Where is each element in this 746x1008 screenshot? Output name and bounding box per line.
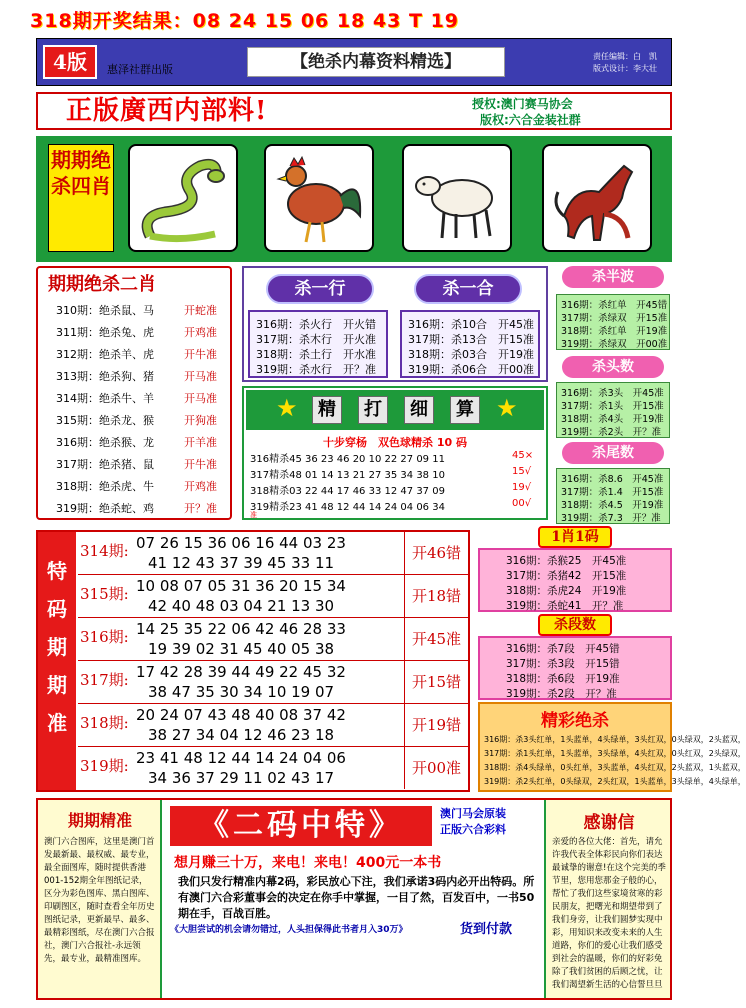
numbers: 14 25 35 22 06 42 46 28 33	[136, 620, 346, 638]
kill-sum-label: 杀一合	[414, 274, 522, 304]
one-code-panel	[478, 526, 672, 700]
list-item: 317期：绝杀猪、鼠 开牛准	[56, 458, 217, 471]
publisher: 惠泽社群出版	[107, 63, 173, 76]
four-zodiac-panel	[36, 136, 672, 262]
list-item: 318期：杀4.5 开19准	[561, 500, 664, 511]
top-bar	[36, 38, 672, 86]
editor: 责任编辑：白 凯	[593, 52, 657, 61]
numbers: 34 36 37 29 11 02 43 17	[148, 769, 335, 787]
segment-label: 杀段数	[538, 614, 612, 636]
cash-on-delivery: 货到付款	[460, 922, 513, 937]
four-zodiac-title: 期期绝杀四肖	[48, 144, 114, 252]
footnote: 《大胆尝试的机会请勿错过，人头担保得此书者月入30万》	[170, 925, 408, 935]
list-item: 318期：杀03合 开19准	[408, 348, 534, 361]
kill-sum-box	[400, 310, 540, 378]
period: 316期:	[80, 628, 129, 646]
tagline-1: 澳门马会原装	[440, 807, 506, 820]
result: 开15错	[404, 661, 468, 703]
list-item: 316期：杀3头 开45准	[561, 388, 664, 399]
period: 319期:	[80, 757, 129, 775]
numbers: 10 08 07 05 31 36 20 15 34	[136, 577, 346, 595]
list-item: 317期：杀3段 开15错	[506, 658, 620, 670]
result: 开45准	[404, 618, 468, 660]
thanks-letter-column	[544, 800, 670, 998]
promise-text: 我们只发行精准内幕2码，彩民放心下注，我们承诺3码内必开出特码。所有澳门六合彩董事会的决定在你手中掌握，一目了然，百发百中，一书50期在手，百战百胜。	[178, 875, 535, 920]
period: 318期:	[80, 714, 129, 732]
fine-note: 准	[250, 511, 257, 519]
list-item: 318期：杀虎24 开19准	[506, 585, 627, 597]
snake-icon	[128, 144, 238, 252]
list-item: 316期：杀10合 开45准	[408, 318, 534, 331]
special-code-title: 特码期期准	[38, 532, 76, 790]
fine-char: 算	[450, 396, 480, 424]
special-code-panel	[36, 530, 470, 792]
list-item: 316期：杀3头红单，1头蓝单，4头绿单，3头红双，0头绿双，2头蓝双，	[484, 735, 746, 744]
list-item: 312期：绝杀羊、虎 开牛准	[56, 348, 217, 361]
horse-icon	[542, 144, 652, 252]
numbers: 38 47 35 30 34 10 19 07	[148, 683, 335, 701]
result: 开19错	[404, 704, 468, 746]
list-item: 317精杀48 01 14 13 21 27 35 34 38 10 15√	[250, 466, 532, 481]
slogan: 想月赚三十万，来电！来电！400元一本书	[174, 855, 442, 871]
list-item: 316期：杀猴25 开45准	[506, 555, 627, 567]
edition-badge: 4版	[43, 45, 97, 79]
list-item: 311期：绝杀兔、虎 开鸡准	[56, 326, 217, 339]
table-row	[78, 704, 468, 747]
tail-num-label: 杀尾数	[562, 442, 664, 464]
list-item: 318期：杀土行 开水准	[256, 348, 376, 361]
table-row	[78, 747, 468, 790]
designer: 版式设计：李大壮	[593, 64, 657, 73]
period: 314期:	[80, 542, 129, 560]
wonderful-kill-panel	[478, 702, 746, 792]
two-zodiac-panel	[36, 266, 232, 520]
star-icon: ★	[496, 394, 518, 422]
list-item: 317期：杀13合 开15准	[408, 333, 534, 346]
fine-char: 打	[358, 396, 388, 424]
result: 开00准	[404, 747, 468, 789]
table-row	[78, 532, 468, 575]
bottom-ad-panel	[36, 798, 672, 1000]
list-item: 319期：杀蛇41 开？准	[506, 600, 624, 612]
list-item: 319精杀23 41 48 12 44 14 24 04 06 34 00√	[250, 498, 532, 513]
list-item: 319期：杀06合 开00准	[408, 363, 534, 376]
list-item: 319期：杀2头红单，0头绿双，2头红双，1头蓝单，3头绿单，4头绿单，	[484, 777, 746, 786]
tagline-2: 正版六合彩料	[440, 823, 506, 836]
numbers: 19 39 02 31 45 40 05 38	[148, 640, 335, 658]
list-item: 316期：杀8.6 开45准	[561, 474, 664, 485]
numbers: 38 27 34 04 12 46 23 18	[148, 726, 335, 744]
sheep-icon	[402, 144, 512, 252]
list-item: 316期：绝杀猴、龙 开羊准	[56, 436, 217, 449]
list-item: 317期：杀绿双 开15准	[561, 313, 668, 324]
fine-subtitle: 十步穿杨 双色球精杀 10 码	[323, 436, 467, 449]
one-code-box	[478, 548, 672, 612]
numbers: 07 26 15 36 06 16 44 03 23	[136, 534, 346, 552]
list-item: 316精杀45 36 23 46 20 10 22 27 09 11 45×	[250, 450, 534, 465]
list-item: 313期：绝杀狗、猪 开马准	[56, 370, 217, 383]
head-num-label: 杀头数	[562, 356, 664, 378]
list-item: 317期：杀1头红单，1头蓝单，3头绿单，4头红双，0头红双，2头绿双，	[484, 749, 746, 758]
table-row	[78, 661, 468, 704]
fine-calc-panel	[242, 386, 548, 520]
list-item: 319期：杀7.3 开？准	[561, 513, 661, 524]
period: 315期:	[80, 585, 129, 603]
list-item: 316期：杀火行 开火错	[256, 318, 376, 331]
thanks-letter-text: 亲爱的各位大佬：首先，请允许我代表全体彩民向你们表达最诚挚的谢意!在这个完美的季节里，您用您那金子般的心，帮忙了我们这些家境贫寒的彩民朋友，把曙光和期望带到了我们身旁，让我们圆梦实现中彩，用知识来改变未来的人生道路，你们的爱心让我们感受到社会的温暖，你们的好彩免除了我们贫困的后顾之忧，让我们渴望新生活的心信誓旦旦	[552, 837, 666, 990]
thanks-letter-title: 感谢信	[583, 813, 635, 833]
one-code-label: 1肖1码	[538, 526, 612, 548]
kill-line-label: 杀一行	[266, 274, 374, 304]
section-banner: 【绝杀内幕资料精选】	[247, 47, 505, 77]
list-item: 317期：杀1.4 开15准	[561, 487, 664, 498]
list-item: 318期：绝杀虎、牛 开鸡准	[56, 480, 217, 493]
list-item: 317期：杀猪42 开15准	[506, 570, 627, 582]
kill-line-sum-panel	[242, 266, 548, 382]
two-code-title: 《二码中特》	[168, 804, 434, 848]
period: 317期:	[80, 671, 129, 689]
two-code-tagline	[440, 806, 506, 838]
numbers: 41 12 43 37 39 45 33 11	[148, 554, 335, 572]
list-item: 318期：杀6段 开19准	[506, 673, 620, 685]
two-zodiac-title: 期期绝杀二肖	[48, 274, 156, 295]
fine-char: 精	[312, 396, 342, 424]
numbers: 20 24 07 43 48 40 08 37 42	[136, 706, 346, 724]
list-item: 319期：杀2头 开？准	[561, 427, 662, 438]
half-wave-box	[556, 294, 670, 350]
headline: 正版廣西内部料!	[66, 96, 268, 126]
list-item: 319期：绝杀蛇、鸡 开？准	[56, 502, 217, 515]
numbers: 23 41 48 12 44 14 24 04 06	[136, 749, 346, 767]
accuracy-column	[38, 800, 162, 998]
half-wave-label: 杀半波	[562, 266, 664, 288]
table-row	[78, 618, 468, 661]
wonderful-kill-title: 精彩绝杀	[541, 711, 609, 731]
list-item: 317期：杀1头 开15准	[561, 401, 664, 412]
accuracy-text: 澳门六合图库，这里是澳门首发最新最、最权威、最专业，最全面图库，随时提供香港001-152期全年图纸记录，区分为彩色图库、黑白图库、印刷图区，随时查看全年历史图纸记录，更新最早、最多、最精彩图纸，尽在澳门六合报社，澳门六合报社-永远领先，最专业，最精准图库。	[44, 837, 155, 964]
result: 开46错	[404, 532, 468, 574]
list-item: 316期：杀红单 开45错	[561, 300, 668, 311]
list-item: 318期：杀红单 开19准	[561, 326, 668, 337]
list-item: 318精杀03 22 44 17 46 33 12 47 37 09 19√	[250, 482, 532, 497]
list-item: 318期：杀4头绿单，0头红单，3头蓝单，4头红双，2头蓝双，1头蓝双，	[484, 763, 746, 772]
kill-line-box	[248, 310, 388, 378]
segment-box	[478, 636, 672, 700]
table-row	[78, 575, 468, 618]
result: 开18错	[404, 575, 468, 617]
head-num-box	[556, 382, 670, 438]
list-item: 319期：杀绿双 开00准	[561, 339, 668, 350]
list-item: 310期：绝杀鼠、马 开蛇准	[56, 304, 217, 317]
list-item: 319期：杀2段 开？准	[506, 688, 617, 700]
fine-calc-header	[246, 390, 544, 430]
rooster-icon	[264, 144, 374, 252]
authorization	[472, 96, 581, 128]
list-item: 317期：杀木行 开火准	[256, 333, 376, 346]
numbers: 17 42 28 39 44 49 22 45 32	[136, 663, 346, 681]
list-item: 318期：杀4头 开19准	[561, 414, 664, 425]
fine-char: 细	[404, 396, 434, 424]
headline-bar	[36, 92, 672, 130]
list-item: 316期：杀7段 开45错	[506, 643, 620, 655]
list-item: 314期：绝杀牛、羊 开马准	[56, 392, 217, 405]
credits	[593, 51, 657, 75]
list-item: 315期：绝杀龙、猴 开狗准	[56, 414, 217, 427]
list-item: 319期：杀水行 开？准	[256, 363, 376, 376]
auth-line: 授权:澳门赛马协会	[472, 97, 573, 111]
tail-num-box	[556, 468, 670, 524]
copyright-line: 版权:六合金装社群	[480, 113, 581, 127]
right-kill-column	[554, 266, 672, 526]
star-icon: ★	[276, 394, 298, 422]
accuracy-title: 期期精准	[67, 811, 132, 830]
draw-result: 318期开奖结果：08 24 15 06 18 43 T 19	[30, 10, 460, 32]
numbers: 42 40 48 03 04 21 13 30	[148, 597, 335, 615]
